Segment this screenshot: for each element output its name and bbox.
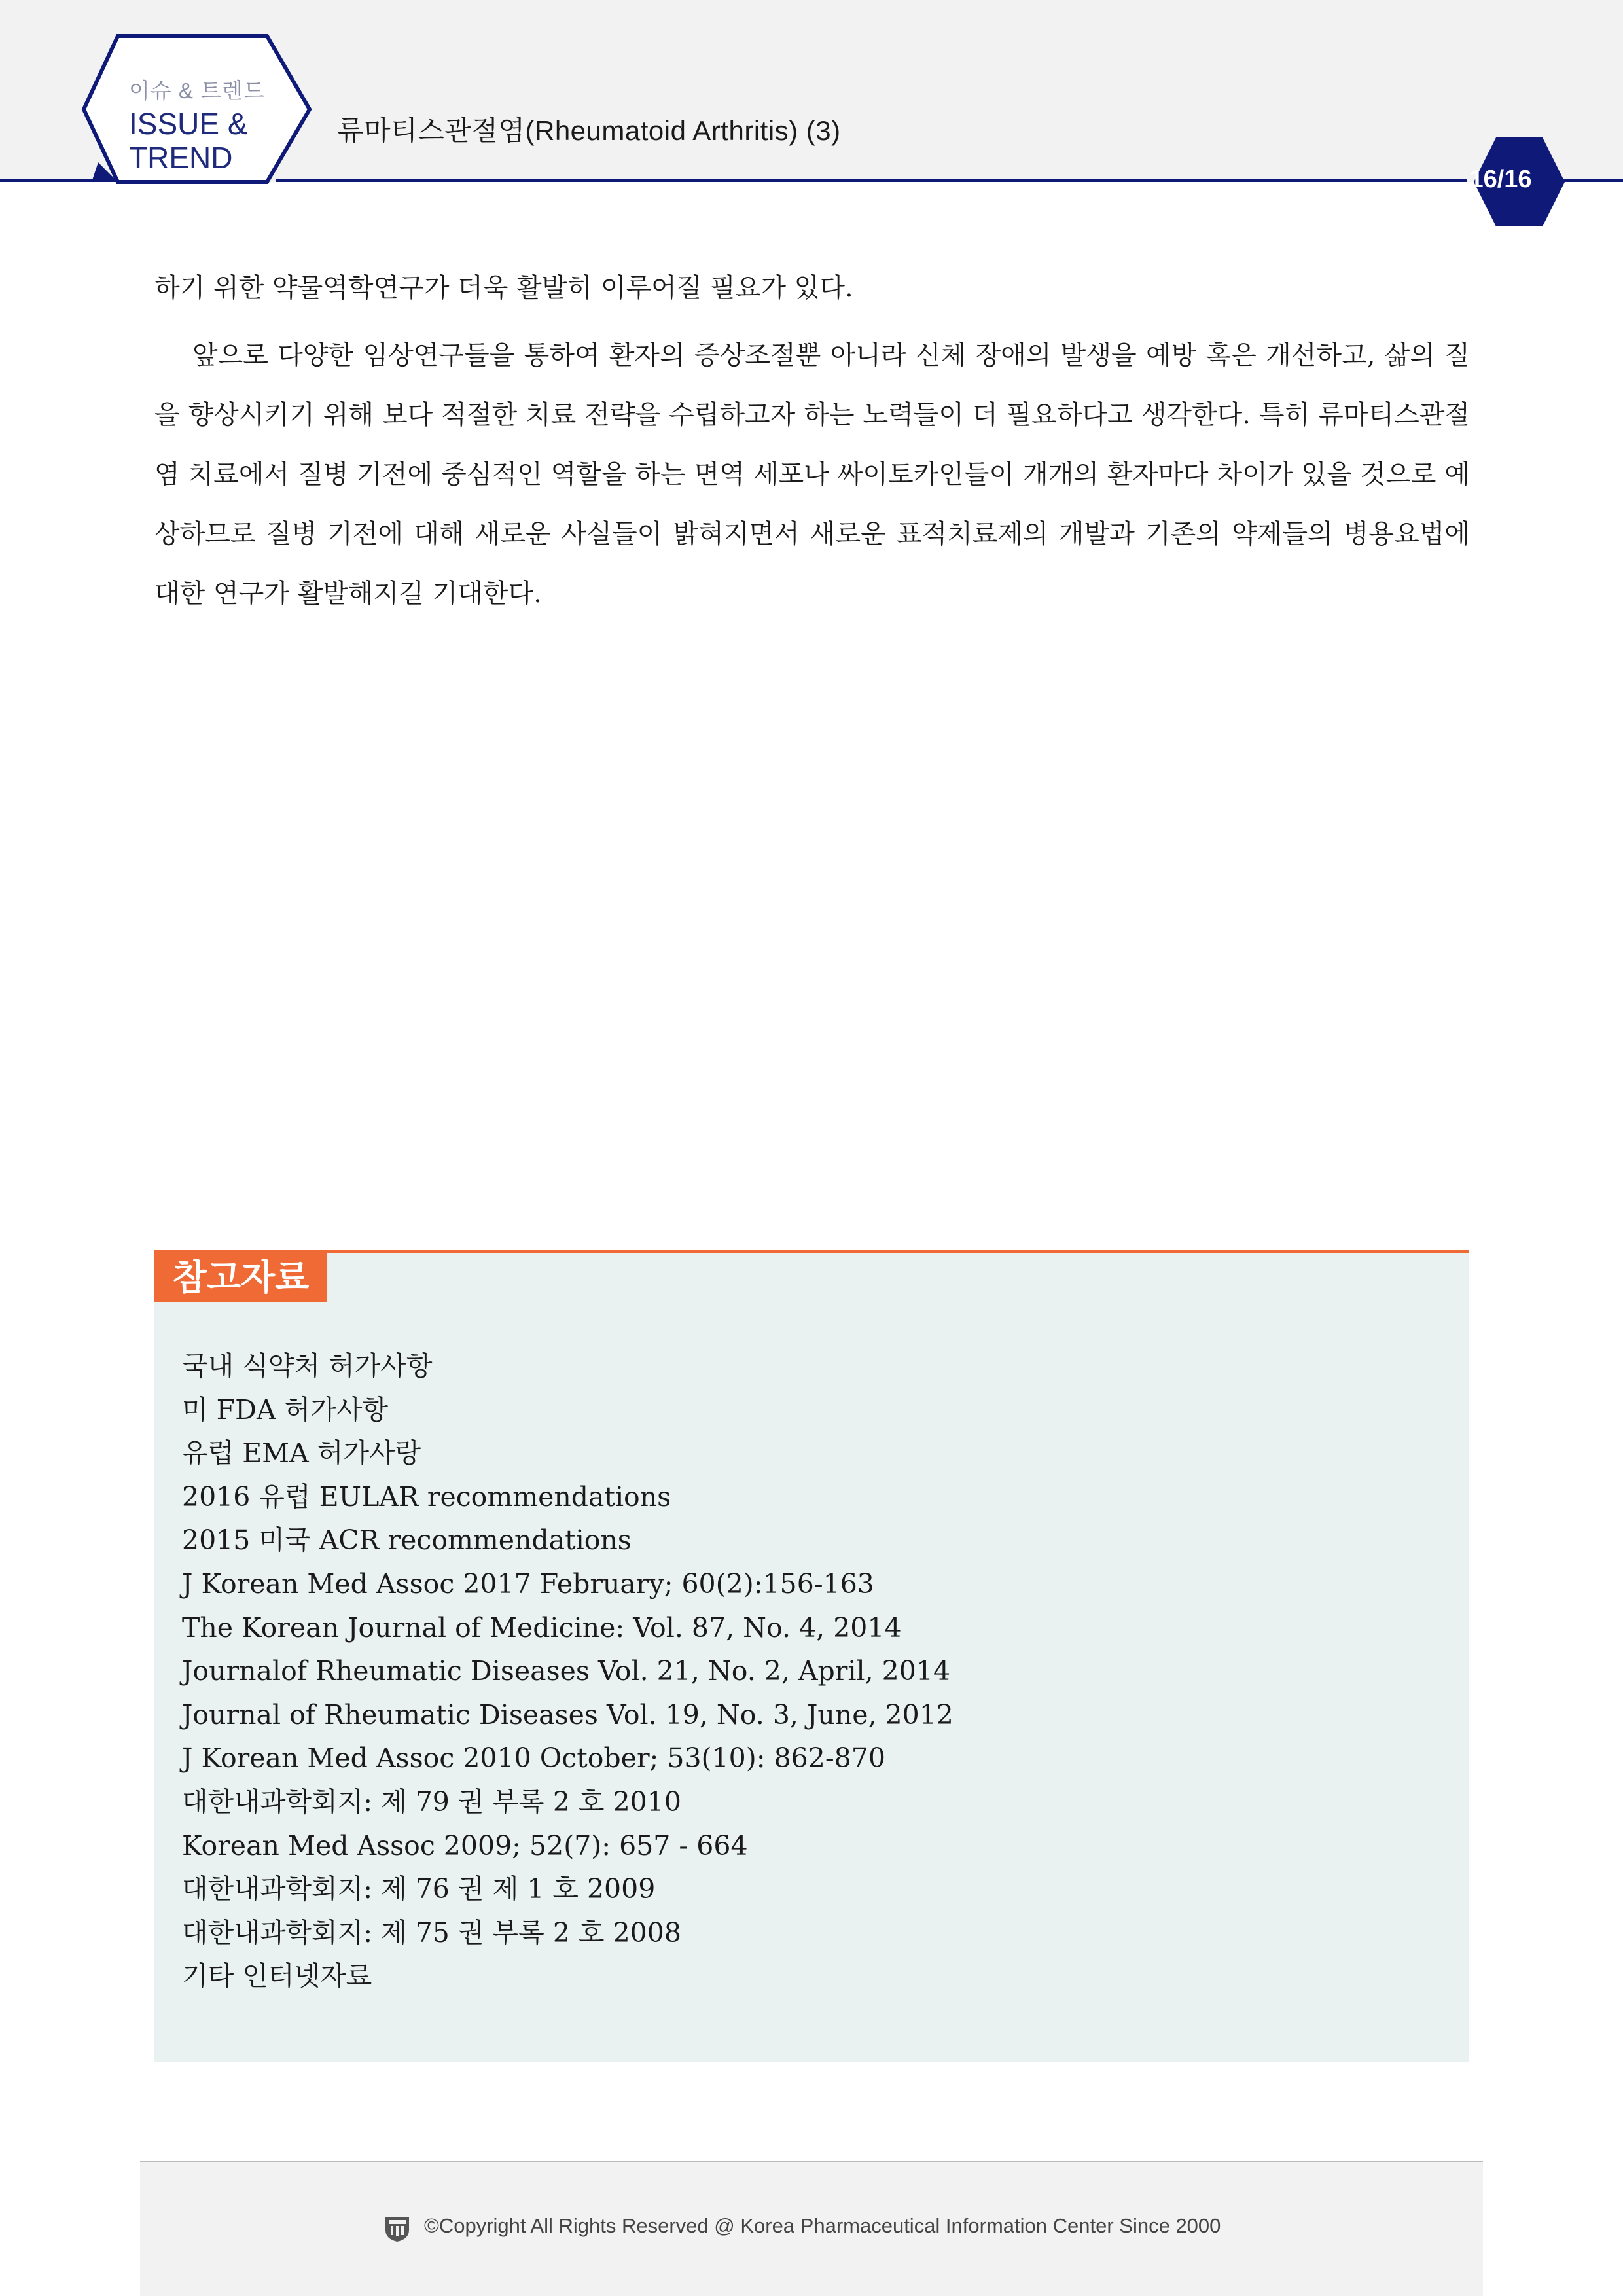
body-text [154, 259, 1470, 624]
references-list [182, 1344, 954, 1998]
reference-item: J Korean Med Assoc 2010 October; 53(10): 862-870 [182, 1742, 885, 1774]
reference-item: 2015 미국 ACR recommendations [182, 1524, 632, 1556]
header-rule-left [0, 179, 118, 182]
kpic-emblem-icon [383, 2214, 412, 2243]
copyright-text: ©Copyright All Rights Reserved @ Korea Pharmaceutical Information Center Since 2000 [424, 2214, 1221, 2237]
section-label-line2: TREND [129, 141, 233, 175]
reference-item: J Korean Med Assoc 2017 February; 60(2):156-163 [182, 1568, 874, 1600]
paragraph-1: 하기 위한 약물역학연구가 더욱 활발히 이루어질 필요가 있다. [154, 273, 853, 303]
reference-item: 기타 인터넷자료 [182, 1960, 372, 1992]
reference-item: 국내 식약처 허가사항 [182, 1350, 433, 1382]
page-number: 16/16 [1469, 166, 1532, 193]
reference-item: 유럽 EMA 허가사랑 [182, 1437, 421, 1469]
reference-item: 대한내과학회지: 제 79 권 부록 2 호 2010 [182, 1785, 681, 1818]
reference-item: 대한내과학회지: 제 76 권 제 1 호 2009 [182, 1873, 656, 1905]
document-title: 류마티스관절염(Rheumatoid Arthritis) (3) [337, 115, 841, 146]
header-rule-end [1563, 179, 1623, 182]
header-rule-right [276, 179, 1467, 182]
references-label: 참고자료 [154, 1253, 327, 1302]
reference-item: Journal of Rheumatic Diseases Vol. 19, No. 3, June, 2012 [182, 1698, 954, 1731]
section-label-big [129, 107, 248, 175]
reference-item: The Korean Journal of Medicine: Vol. 87, No. 4, 2014 [182, 1611, 902, 1643]
header-left-rule [0, 162, 115, 182]
reference-item: 대한내과학회지: 제 75 권 부록 2 호 2008 [182, 1916, 681, 1948]
reference-item: Journalof Rheumatic Diseases Vol. 21, No. 2, April, 2014 [182, 1655, 951, 1687]
paragraph-2: 앞으로 다양한 임상연구들을 통하여 환자의 증상조절뿐 아니라 신체 장애의 발생을 예방 혹은 개선하고, 삶의 질을 향상시키기 위해 보다 적절한 치료 전략을 수립하고자 하는 노력들이 더 필요하다고 생각한다. 특히 류마티스관절염 치료에서 질병 기전에 중심적인 역할을 하는 면역 세포나 싸이토카인들이 개개의 환자마다 차이가 있을 것으로 예상하므로 질병 기전에 대해 새로운 사실들이 밝혀지면서 새로운 표적치료제의 개발과 기존의 약제들의 병용요법에 대한 연구가 활발해지길 기대한다. [154, 340, 1470, 609]
section-label-small: 이슈 & 트렌드 [129, 79, 265, 103]
reference-item: 2016 유럽 EULAR recommendations [182, 1480, 671, 1513]
reference-item: Korean Med Assoc 2009; 52(7): 657 - 664 [182, 1829, 748, 1861]
section-label-line1: ISSUE & [129, 107, 248, 141]
reference-item: 미 FDA 허가사항 [182, 1393, 389, 1426]
